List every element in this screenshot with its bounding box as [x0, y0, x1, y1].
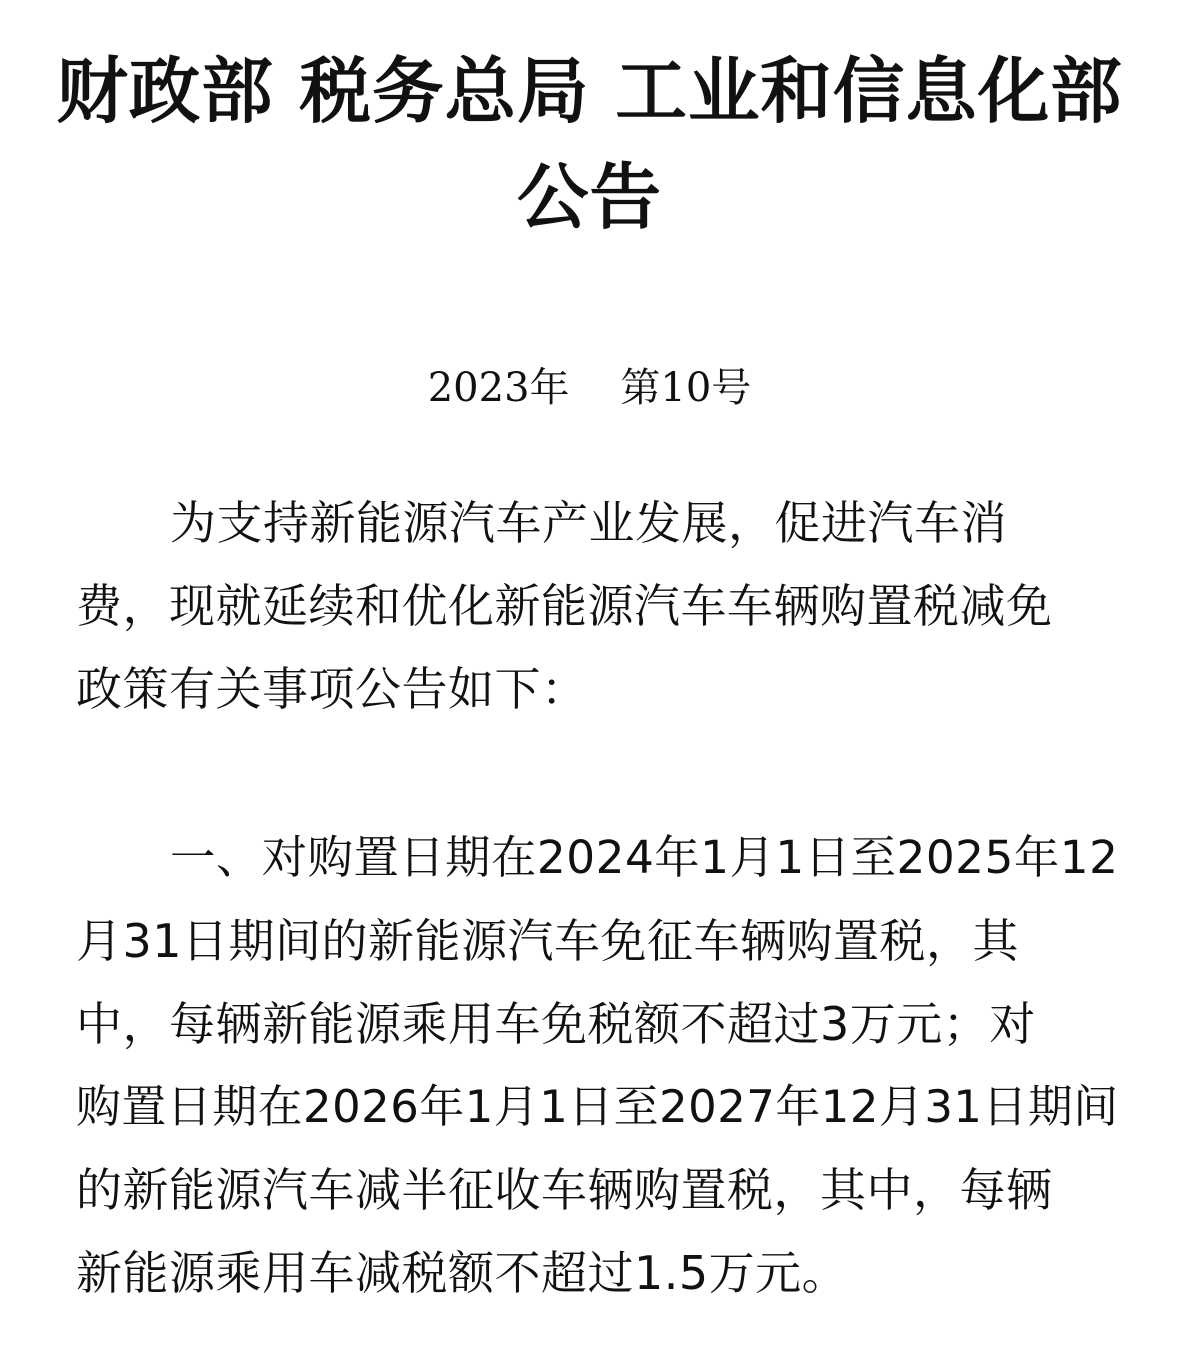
paragraph-2-line-2: 月31日期间的新能源汽车免征车辆购置税，其	[76, 914, 1020, 968]
paragraph-2-line-4: 购置日期在2026年1月1日至2027年12月31日期间	[76, 1080, 1119, 1133]
paragraph-2-line-1: 一、对购置日期在2024年1月1日至2025年12	[170, 831, 1119, 884]
paragraph-1-line-3: 政策有关事项公告如下：	[76, 662, 588, 716]
paragraph-2-line-3: 中，每辆新能源乘用车免税额不超过3万元；对	[76, 997, 1036, 1051]
paragraph-2-line-5: 的新能源汽车减半征收车辆购置税，其中，每辆	[76, 1163, 1053, 1217]
title-issuing-departments: 财政部 税务总局 工业和信息化部	[56, 50, 1123, 133]
paragraph-2-line-6: 新能源乘用车减税额不超过1.5万元。	[76, 1246, 849, 1300]
paragraph-1-line-1: 为支持新能源汽车产业发展，促进汽车消	[170, 496, 1007, 550]
document-number: 2023年 第10号	[427, 365, 752, 411]
paragraph-1-line-2: 费，现就延续和优化新能源汽车车辆购置税减免	[76, 579, 1053, 633]
title-announcement: 公告	[517, 156, 662, 239]
